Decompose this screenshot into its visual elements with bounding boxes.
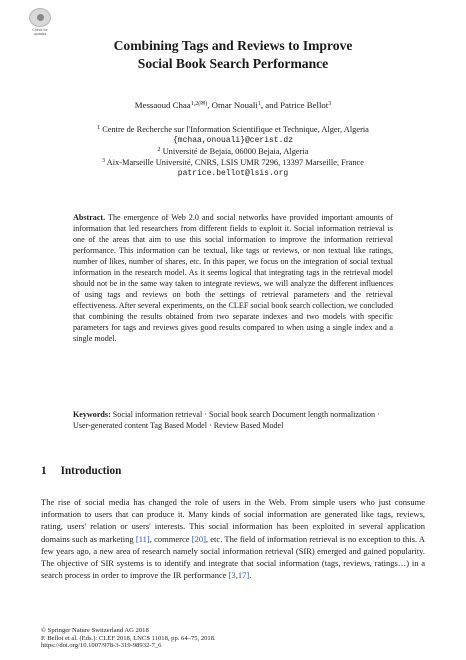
affiliation-3: $^3$ Aix-Marseille Université, CNRS, LSIS UMR 7296, 13397 Marseille, France patrice.bellot@lsis.org <box>40 157 426 179</box>
introduction-paragraph: The rise of social media has changed the role of users in the Web. From simple users who just consume information to users that can produce it. Many kinds of social information are generated like tags, reviews, rating, users' relation or users' interests. This social information has been exploited in several application domains such as marketing [11], commerce [20], etc. The field of information retrieval is no exception to this. A few years ago, a new area of research namely social information retrieval (SIR) emerged and gained popularity. The objective of SIR systems is to identify and integrate that social information (tags, reviews, ratings…) in a search process in order to improve the IR performance [3,17]. <box>41 497 425 581</box>
affiliation-2: $^2$ Université de Bejaia, 06000 Bejaia, Algeria <box>157 147 309 156</box>
author-list: Messaoud Chaa$^{1,2(✉)}$, Omar Nouali$^1$, and Patrice Bellot$^3$ <box>134 100 332 110</box>
affiliation-1: $^1$ Centre de Recherche sur l'Information Scientifique et Technique, Alger, Algeria {mchaa,onouali}@cerist.dz <box>40 124 426 146</box>
copyright-footer: © Springer Nature Switzerland AG 2018 P. Bellot et al. (Eds.): CLEF 2018, LNCS 11018, pp. 64–75, 2018. https://doi.org/10.1007/978-3-319-98932-7_6 <box>41 627 216 650</box>
abstract: Abstract. The emergence of Web 2.0 and social networks have provided important amounts of information that led researchers from different fields to exploit it. Social information retrieval is one of the areas that aim to use this social information to improve the information retrieval performance. This information can be textual, like tags or reviews, or non textual like ratings, number of likes, number of shares, etc. In this paper, we focus on the integration of social textual information in the research model. As it seems logical that integrating tags in the retrieval model should not be in the same way taken to integrate reviews, we will analyze the different influences of using tags and reviews on both the settings of retrieval parameters and the retrieval effectiveness. After several experiments, on the CLEF social book search collection, we concluded that combining the results obtained from two separate indexes and two models with specific parameters for tags and reviews gives good results compared to when using a single index and a single model. <box>73 213 393 343</box>
citation-link[interactable]: [20] <box>191 533 206 544</box>
keywords: Keywords: Social information retrieval · Social book search Document length normalization · User-generated content Tag Based Model · Review Based Model <box>73 410 380 430</box>
badge-text: Check for updates <box>32 28 48 36</box>
citation-link[interactable]: [11] <box>135 533 150 544</box>
citation-link[interactable]: [3,17] <box>228 570 250 581</box>
email[interactable]: {mchaa,onouali}@cerist.dz <box>172 136 294 145</box>
section-heading: 1 Introduction <box>41 465 122 477</box>
doi-link[interactable]: https://doi.org/10.1007/978-3-319-98932-7_6 <box>41 642 162 650</box>
email[interactable]: patrice.bellot@lsis.org <box>177 169 289 178</box>
paper-title: Combining Tags and Reviews to Improve Social Book Search Performance <box>113 38 353 71</box>
check-for-updates-badge[interactable] <box>27 8 53 36</box>
bookmark-icon <box>29 8 51 27</box>
